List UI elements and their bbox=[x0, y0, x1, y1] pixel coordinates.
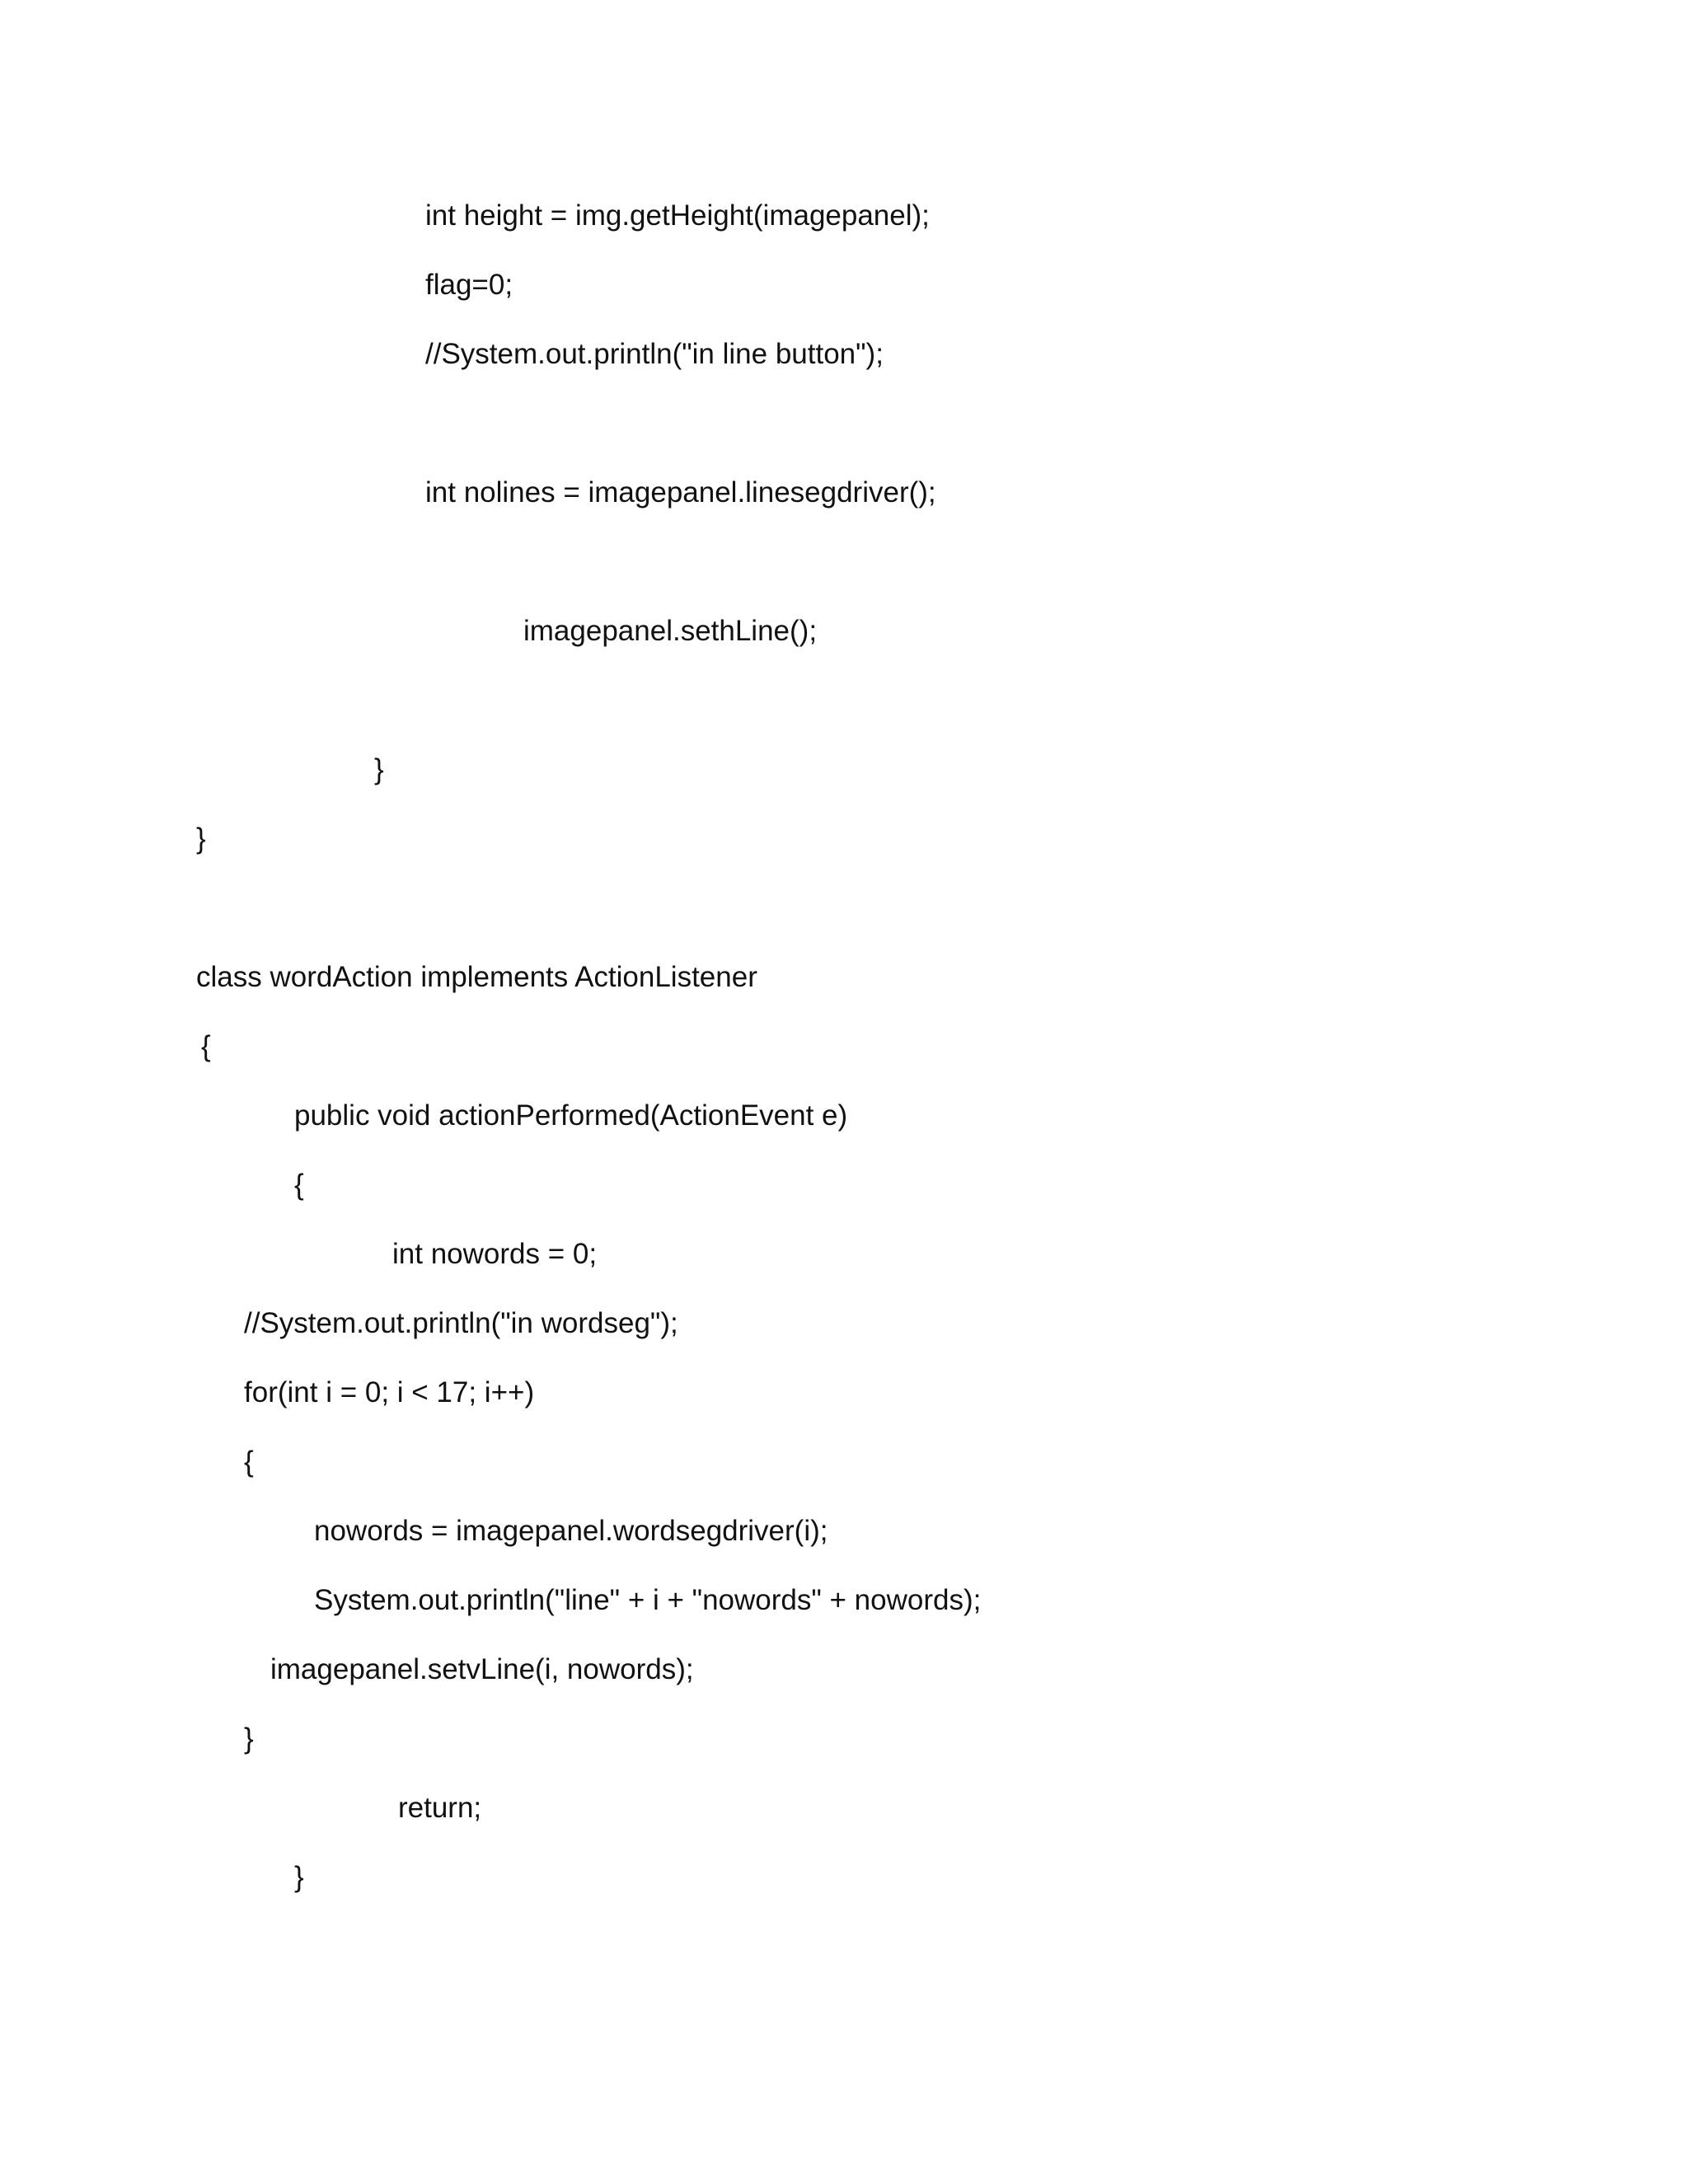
code-line: //System.out.println("in wordseg"); bbox=[244, 1307, 678, 1339]
code-line: int height = img.getHeight(imagepanel); bbox=[425, 199, 930, 232]
code-line: } bbox=[374, 753, 384, 785]
code-line: public void actionPerformed(ActionEvent e) bbox=[294, 1099, 848, 1132]
code-line: int nolines = imagepanel.linesegdriver(); bbox=[425, 476, 936, 509]
code-line: } bbox=[244, 1722, 254, 1755]
code-line: flag=0; bbox=[425, 269, 513, 301]
code-line: nowords = imagepanel.wordsegdriver(i); bbox=[314, 1515, 828, 1547]
code-line: { bbox=[294, 1169, 304, 1201]
code-line: } bbox=[294, 1861, 304, 1893]
code-line: { bbox=[201, 1030, 211, 1062]
code-line: class wordAction implements ActionListener bbox=[196, 961, 757, 993]
code-line: System.out.println("line" + i + "nowords" + nowords); bbox=[314, 1584, 982, 1616]
code-line: { bbox=[244, 1446, 254, 1478]
code-line: for(int i = 0; i < 17; i++) bbox=[244, 1376, 535, 1408]
code-line: imagepanel.setvLine(i, nowords); bbox=[270, 1653, 694, 1685]
code-line: imagepanel.sethLine(); bbox=[523, 615, 818, 647]
code-line: //System.out.println("in line button"); bbox=[425, 338, 884, 370]
code-line: return; bbox=[398, 1792, 482, 1824]
code-line: int nowords = 0; bbox=[392, 1238, 598, 1270]
code-line: } bbox=[196, 823, 206, 855]
